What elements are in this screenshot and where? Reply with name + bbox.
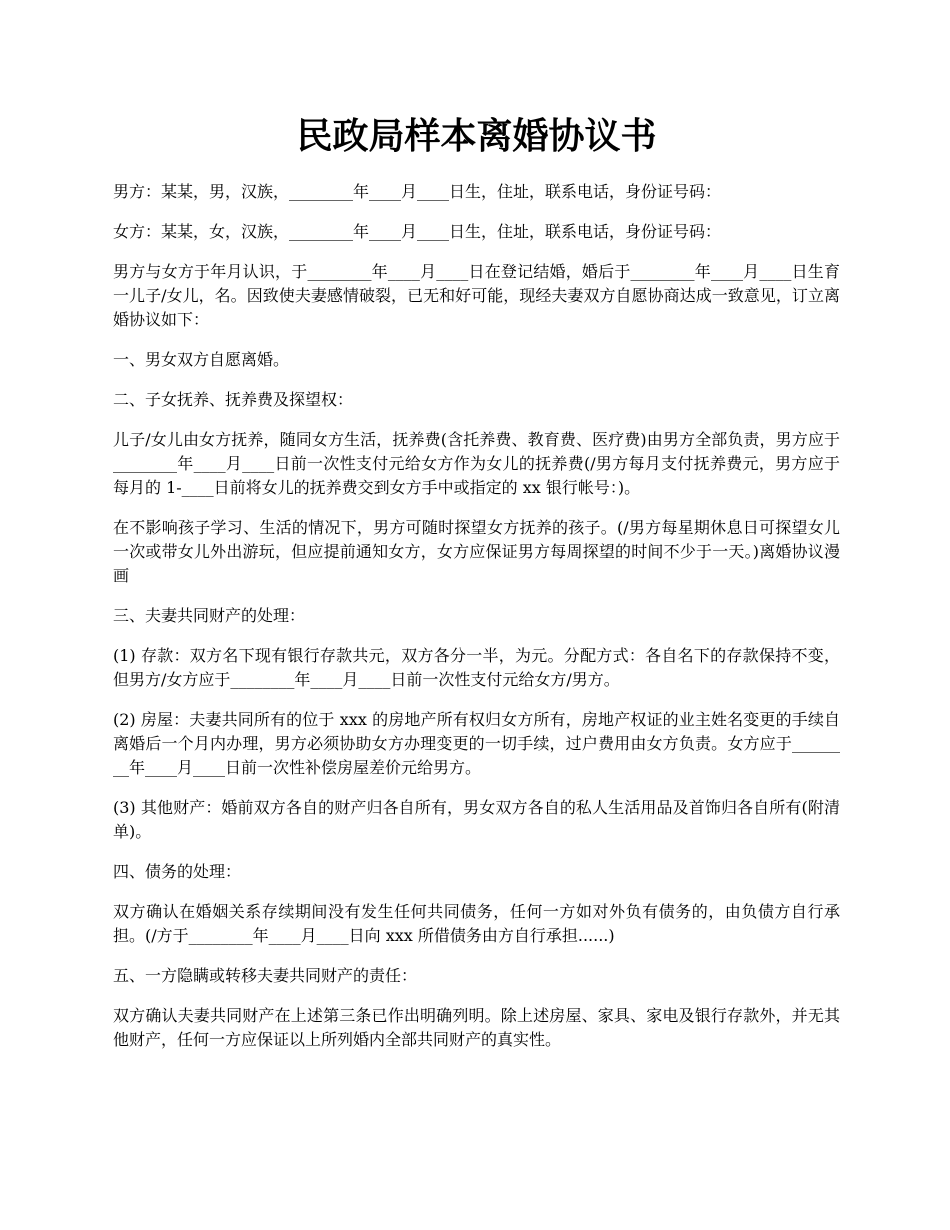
paragraph-female-party: 女方：某某，女，汉族，________年____月____日生，住址，联系电话，身份证号码： — [113, 222, 722, 241]
document-body — [113, 180, 840, 1068]
section-heading-2: 二、子女抚养、抚养费及探望权： — [113, 390, 354, 409]
paragraph-deposits: (1) 存款：双方名下现有银行存款共元，双方各分一半，为元。分配方式：各自名下的存款保持不变，但男方/女方应于________年____月____日前一次性支付元给女方/男方。 — [113, 646, 840, 689]
section-heading-5: 五、一方隐瞒或转移夫妻共同财产的责任： — [113, 966, 418, 985]
paragraph-child-support: 儿子/女儿由女方抚养，随同女方生活，抚养费(含托养费、教育费、医疗费)由男方全部负责，男方应于________年____月____日前一次性支付元给女方作为女儿的抚养费(/男方每月支付抚养费元，男方应于每月的 1-____日前将女儿的抚养费交到女方手中或指定的 xx 银行帐号：)。 — [113, 430, 840, 497]
paragraph-male-party: 男方：某某，男，汉族，________年____月____日生，住址，联系电话，身份证号码： — [113, 182, 722, 201]
paragraph-house: (2) 房屋：夫妻共同所有的位于 xxx 的房地产所有权归女方所有，房地产权证的业主姓名变更的手续自离婚后一个月内办理，男方必须协助女方办理变更的一切手续，过户费用由女方负责。女方应于________年____月____日前一次性补偿房屋差价元给男方。 — [113, 710, 840, 777]
paragraph-preamble: 男方与女方于年月认识，于________年____月____日在登记结婚，婚后于________年____月____日生育一儿子/女儿，名。因致使夫妻感情破裂，已无和好可能，现经夫妻双方自愿协商达成一致意见，订立离婚协议如下： — [113, 262, 840, 329]
document-title: 民政局样本离婚协议书 — [296, 115, 657, 157]
paragraph-debts: 双方确认在婚姻关系存续期间没有发生任何共同债务，任何一方如对外负有债务的，由负债方自行承担。(/方于________年____月____日向 xxx 所借债务由方自行承担......) — [113, 902, 840, 945]
section-heading-3: 三、夫妻共同财产的处理： — [113, 606, 306, 625]
section-heading-1: 一、男女双方自愿离婚。 — [113, 350, 290, 369]
paragraph-visitation: 在不影响孩子学习、生活的情况下，男方可随时探望女方抚养的孩子。(/男方每星期休息日可探望女儿一次或带女儿外出游玩，但应提前通知女方，女方应保证男方每周探望的时间不少于一天。)离婚协议漫画 — [113, 518, 840, 585]
paragraph-other-property: (3) 其他财产：婚前双方各自的财产归各自所有，男女双方各自的私人生活用品及首饰归各自所有(附清单)。 — [113, 798, 840, 841]
paragraph-concealment: 双方确认夫妻共同财产在上述第三条已作出明确列明。除上述房屋、家具、家电及银行存款外，并无其他财产，任何一方应保证以上所列婚内全部共同财产的真实性。 — [113, 1006, 840, 1049]
section-heading-4: 四、债务的处理： — [113, 862, 242, 881]
